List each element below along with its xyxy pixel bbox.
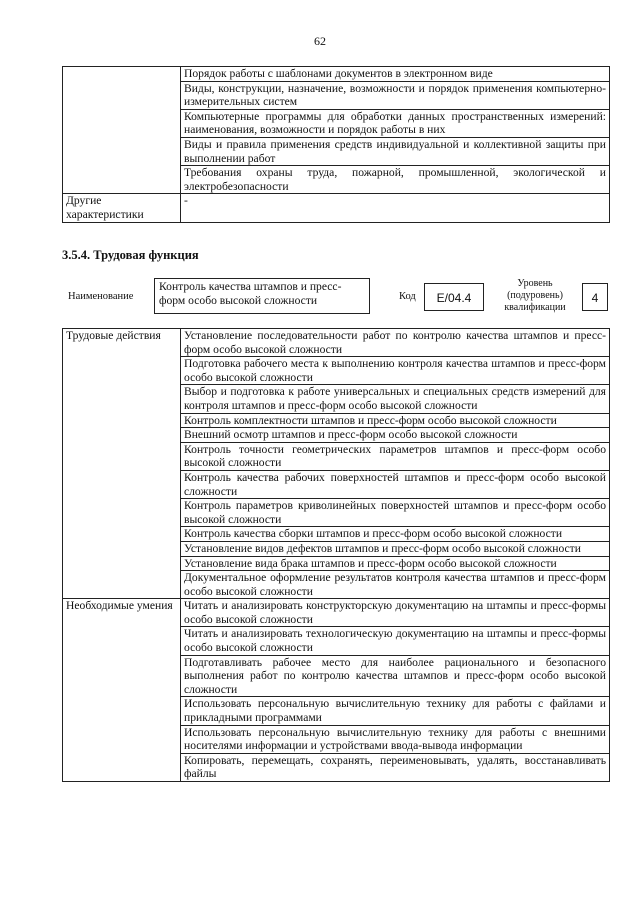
actions-label: Трудовые действия: [63, 329, 181, 357]
action-item: Выбор и подготовка к работе универсальных и специальных средств измерений для контроля штампов и пресс-форм особо высокой сложности: [181, 385, 610, 413]
level-value: 4: [582, 283, 608, 311]
table-row: [63, 81, 610, 109]
code-value: E/04.4: [424, 283, 484, 311]
function-header: [62, 278, 609, 320]
table-row: [63, 109, 610, 137]
empty-label-cell: [63, 357, 181, 385]
table-cell: Требования охраны труда, пожарной, промышленной, экологической и электробезопасности: [181, 166, 610, 194]
action-item: Установление видов дефектов штампов и пресс-форм особо высокой сложности: [181, 541, 610, 556]
empty-label-cell: [63, 81, 181, 109]
table-row: [63, 655, 610, 697]
empty-label-cell: [63, 428, 181, 443]
level-label: Уровень (подуровень) квалификации: [504, 278, 566, 313]
empty-label-cell: [63, 753, 181, 781]
empty-label-cell: [63, 697, 181, 725]
other-characteristics-label: Другие характеристики: [63, 194, 181, 222]
skill-item: Подготавливать рабочее место для наиболее рационального и безопасного выполнения работ по контролю качества штампов и пресс-форм особо высокой сложности: [181, 655, 610, 697]
empty-label-cell: [63, 556, 181, 571]
table-row: [63, 753, 610, 781]
skill-item: Использовать персональную вычислительную технику для работы с файлами и прикладными программами: [181, 697, 610, 725]
skills-label: Необходимые умения: [63, 599, 181, 627]
empty-label-cell: [63, 137, 181, 165]
empty-label-cell: [63, 627, 181, 655]
table-row: [63, 166, 610, 194]
empty-label-cell: [63, 499, 181, 527]
skill-item: Использовать персональную вычислительную технику для работы с внешними носителями информации и устройствами ввода-вывода информации: [181, 725, 610, 753]
table-row: [63, 442, 610, 470]
section-title: 3.5.4. Трудовая функция: [62, 248, 199, 262]
table-row: [63, 571, 610, 599]
code-label: Код: [399, 291, 416, 302]
page-number: 62: [314, 34, 326, 48]
function-table: [62, 328, 610, 782]
table-row: [63, 67, 610, 82]
empty-label-cell: [63, 655, 181, 697]
table-row: [63, 627, 610, 655]
action-item: Установление последовательности работ по контролю качества штампов и пресс-форм особо высокой сложности: [181, 329, 610, 357]
empty-label-cell: [63, 527, 181, 542]
table-row: [63, 385, 610, 413]
empty-label-cell: [63, 470, 181, 498]
skill-item: Копировать, перемещать, сохранять, переименовывать, удалять, восстанавливать файлы: [181, 753, 610, 781]
empty-label-cell: [63, 571, 181, 599]
empty-label-cell: [63, 109, 181, 137]
table-row: [63, 470, 610, 498]
table-row: [63, 357, 610, 385]
empty-label-cell: [63, 166, 181, 194]
empty-label-cell: [63, 442, 181, 470]
table-row: [63, 556, 610, 571]
action-item: Контроль параметров криволинейных поверхностей штампов и пресс-форм особо высокой сложности: [181, 499, 610, 527]
empty-label-cell: [63, 413, 181, 428]
table-row: [63, 194, 610, 222]
name-value: Контроль качества штампов и пресс-форм особо высокой сложности: [154, 278, 370, 314]
table-row: [63, 527, 610, 542]
action-item: Контроль точности геометрических параметров штампов и пресс-форм особо высокой сложности: [181, 442, 610, 470]
table-cell: Порядок работы с шаблонами документов в электронном виде: [181, 67, 610, 82]
action-item: Контроль качества сборки штампов и пресс-форм особо высокой сложности: [181, 527, 610, 542]
table-row: [63, 428, 610, 443]
action-item: Внешний осмотр штампов и пресс-форм особо высокой сложности: [181, 428, 610, 443]
empty-label-cell: [63, 725, 181, 753]
empty-label-cell: [63, 67, 181, 82]
table-row: [63, 413, 610, 428]
table-row: [63, 329, 610, 357]
action-item: Подготовка рабочего места к выполнению контроля качества штампов и пресс-форм особо высокой сложности: [181, 357, 610, 385]
action-item: Документальное оформление результатов контроля качества штампов и пресс-форм особо высокой сложности: [181, 571, 610, 599]
skill-item: Читать и анализировать технологическую документацию на штампы и пресс-формы особо высокой сложности: [181, 627, 610, 655]
action-item: Установление вида брака штампов и пресс-форм особо высокой сложности: [181, 556, 610, 571]
table-cell: Виды, конструкции, назначение, возможности и порядок применения компьютерно-измерительных систем: [181, 81, 610, 109]
table-row: [63, 541, 610, 556]
table-cell: Виды и правила применения средств индивидуальной и коллективной защиты при выполнении работ: [181, 137, 610, 165]
table-row: [63, 599, 610, 627]
table-row: [63, 725, 610, 753]
table-row: [63, 697, 610, 725]
table-row: [63, 499, 610, 527]
action-item: Контроль качества рабочих поверхностей штампов и пресс-форм особо высокой сложности: [181, 470, 610, 498]
empty-label-cell: [63, 541, 181, 556]
other-characteristics-value: -: [181, 194, 610, 222]
action-item: Контроль комплектности штампов и пресс-форм особо высокой сложности: [181, 413, 610, 428]
continuation-table: [62, 66, 610, 223]
skill-item: Читать и анализировать конструкторскую документацию на штампы и пресс-формы особо высокой сложности: [181, 599, 610, 627]
empty-label-cell: [63, 385, 181, 413]
table-cell: Компьютерные программы для обработки данных пространственных измерений: наименования, возможности и порядок работы в них: [181, 109, 610, 137]
table-row: [63, 137, 610, 165]
name-label: Наименование: [68, 291, 134, 302]
